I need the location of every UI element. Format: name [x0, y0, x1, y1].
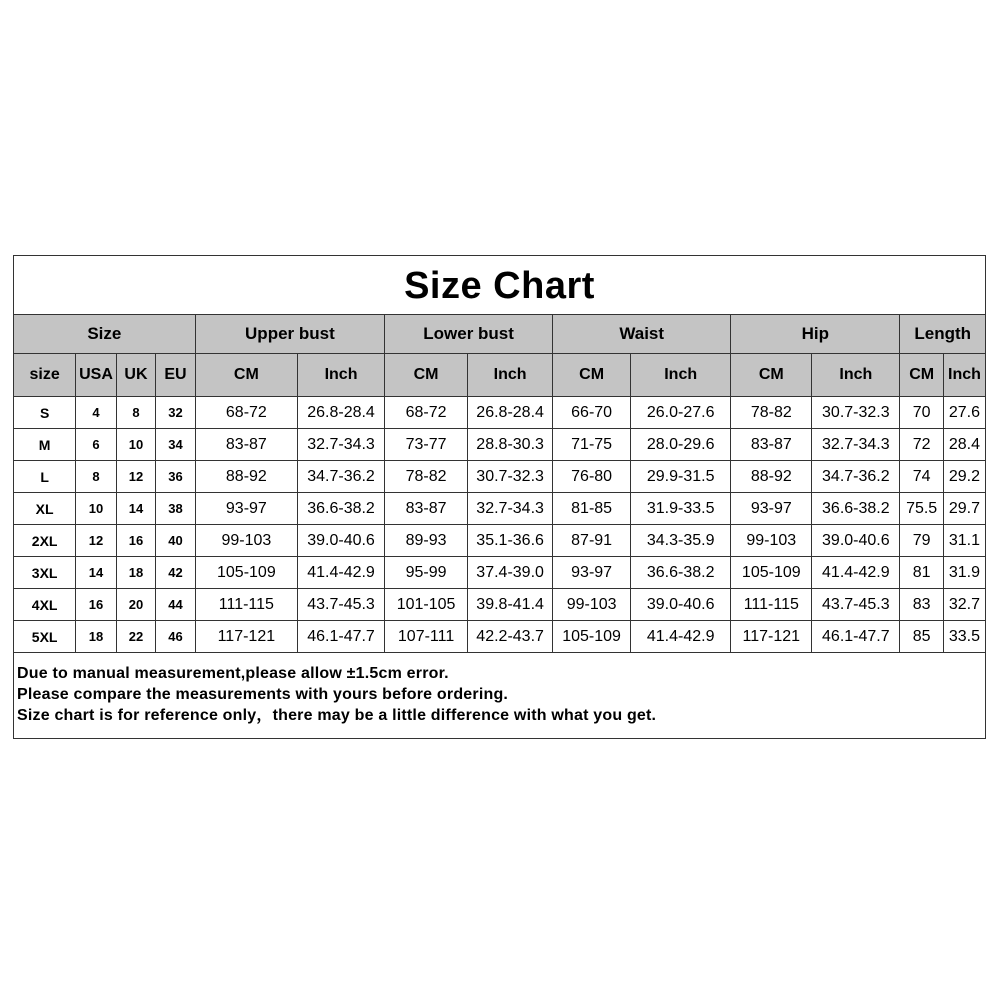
cell-waist-inch: 39.0-40.6: [631, 589, 731, 621]
cell-uk: 20: [116, 589, 155, 621]
cell-lower-bust-cm: 95-99: [385, 557, 468, 589]
cell-hip-inch: 32.7-34.3: [812, 429, 900, 461]
cell-waist-inch: 26.0-27.6: [631, 397, 731, 429]
cell-lower-bust-cm: 107-111: [385, 621, 468, 653]
cell-lower-bust-cm: 101-105: [385, 589, 468, 621]
cell-hip-inch: 34.7-36.2: [812, 461, 900, 493]
cell-lower-bust-inch: 30.7-32.3: [468, 461, 553, 493]
cell-upper-bust-cm: 117-121: [195, 621, 297, 653]
cell-hip-inch: 30.7-32.3: [812, 397, 900, 429]
cell-eu: 36: [156, 461, 196, 493]
cell-waist-cm: 81-85: [553, 493, 631, 525]
cell-waist-inch: 36.6-38.2: [631, 557, 731, 589]
cell-length-inch: 32.7: [943, 589, 985, 621]
chart-title: Size Chart: [14, 256, 985, 315]
group-header-row: [14, 315, 985, 354]
table-row: [14, 429, 985, 461]
sub-header-size: size: [14, 354, 76, 397]
cell-lower-bust-inch: 28.8-30.3: [468, 429, 553, 461]
cell-lower-bust-inch: 26.8-28.4: [468, 397, 553, 429]
sub-header-eu: EU: [156, 354, 196, 397]
cell-eu: 32: [156, 397, 196, 429]
sub-header-length-inch: Inch: [943, 354, 985, 397]
cell-hip-inch: 43.7-45.3: [812, 589, 900, 621]
cell-waist-cm: 105-109: [553, 621, 631, 653]
cell-length-inch: 31.9: [943, 557, 985, 589]
cell-eu: 44: [156, 589, 196, 621]
cell-size: M: [14, 429, 76, 461]
cell-upper-bust-inch: 34.7-36.2: [297, 461, 384, 493]
cell-upper-bust-inch: 26.8-28.4: [297, 397, 384, 429]
cell-hip-cm: 117-121: [731, 621, 812, 653]
cell-upper-bust-cm: 93-97: [195, 493, 297, 525]
cell-hip-cm: 111-115: [731, 589, 812, 621]
cell-uk: 18: [116, 557, 155, 589]
cell-waist-cm: 66-70: [553, 397, 631, 429]
cell-size: XL: [14, 493, 76, 525]
sub-header-waist-inch: Inch: [631, 354, 731, 397]
cell-uk: 14: [116, 493, 155, 525]
group-header-size: Size: [14, 315, 195, 354]
table-row: [14, 461, 985, 493]
cell-hip-cm: 83-87: [731, 429, 812, 461]
cell-hip-cm: 99-103: [731, 525, 812, 557]
cell-waist-inch: 34.3-35.9: [631, 525, 731, 557]
cell-eu: 42: [156, 557, 196, 589]
cell-length-cm: 79: [900, 525, 944, 557]
sub-header-row: [14, 354, 985, 397]
cell-upper-bust-inch: 39.0-40.6: [297, 525, 384, 557]
cell-size: L: [14, 461, 76, 493]
cell-length-cm: 81: [900, 557, 944, 589]
cell-waist-inch: 29.9-31.5: [631, 461, 731, 493]
cell-size: S: [14, 397, 76, 429]
cell-upper-bust-cm: 99-103: [195, 525, 297, 557]
cell-uk: 10: [116, 429, 155, 461]
size-chart: [13, 255, 986, 739]
sub-header-usa: USA: [76, 354, 116, 397]
sub-header-lower-bust-cm: CM: [385, 354, 468, 397]
cell-length-cm: 83: [900, 589, 944, 621]
cell-length-inch: 29.2: [943, 461, 985, 493]
cell-upper-bust-cm: 111-115: [195, 589, 297, 621]
table-row: [14, 397, 985, 429]
sub-header-upper-bust-inch: Inch: [297, 354, 384, 397]
cell-length-inch: 29.7: [943, 493, 985, 525]
cell-hip-inch: 36.6-38.2: [812, 493, 900, 525]
table-row: [14, 621, 985, 653]
cell-waist-cm: 87-91: [553, 525, 631, 557]
cell-size: 5XL: [14, 621, 76, 653]
cell-waist-cm: 71-75: [553, 429, 631, 461]
sub-header-waist-cm: CM: [553, 354, 631, 397]
cell-hip-cm: 78-82: [731, 397, 812, 429]
sub-header-hip-cm: CM: [731, 354, 812, 397]
cell-length-cm: 72: [900, 429, 944, 461]
table-row: [14, 493, 985, 525]
cell-lower-bust-cm: 78-82: [385, 461, 468, 493]
cell-hip-cm: 93-97: [731, 493, 812, 525]
cell-waist-cm: 76-80: [553, 461, 631, 493]
cell-uk: 8: [116, 397, 155, 429]
table-row: [14, 557, 985, 589]
cell-eu: 34: [156, 429, 196, 461]
cell-length-inch: 27.6: [943, 397, 985, 429]
sub-header-length-cm: CM: [900, 354, 944, 397]
note-measurement-error: Due to manual measurement,please allow ±1.5cm error.: [17, 665, 449, 682]
cell-eu: 46: [156, 621, 196, 653]
cell-upper-bust-inch: 32.7-34.3: [297, 429, 384, 461]
cell-lower-bust-inch: 32.7-34.3: [468, 493, 553, 525]
group-header-upper-bust: Upper bust: [195, 315, 384, 354]
sub-header-hip-inch: Inch: [812, 354, 900, 397]
cell-usa: 4: [76, 397, 116, 429]
cell-usa: 16: [76, 589, 116, 621]
cell-upper-bust-inch: 41.4-42.9: [297, 557, 384, 589]
cell-lower-bust-cm: 73-77: [385, 429, 468, 461]
cell-length-inch: 28.4: [943, 429, 985, 461]
cell-length-cm: 74: [900, 461, 944, 493]
cell-size: 3XL: [14, 557, 76, 589]
cell-waist-cm: 93-97: [553, 557, 631, 589]
cell-usa: 18: [76, 621, 116, 653]
cell-usa: 6: [76, 429, 116, 461]
sub-header-lower-bust-inch: Inch: [468, 354, 553, 397]
size-table: [14, 315, 985, 652]
table-body: [14, 397, 985, 653]
table-row: [14, 525, 985, 557]
cell-lower-bust-cm: 89-93: [385, 525, 468, 557]
cell-upper-bust-cm: 83-87: [195, 429, 297, 461]
cell-hip-cm: 105-109: [731, 557, 812, 589]
cell-lower-bust-cm: 68-72: [385, 397, 468, 429]
cell-hip-inch: 41.4-42.9: [812, 557, 900, 589]
cell-uk: 16: [116, 525, 155, 557]
cell-upper-bust-cm: 88-92: [195, 461, 297, 493]
cell-eu: 40: [156, 525, 196, 557]
group-header-length: Length: [900, 315, 985, 354]
cell-upper-bust-inch: 36.6-38.2: [297, 493, 384, 525]
cell-hip-inch: 39.0-40.6: [812, 525, 900, 557]
cell-length-cm: 70: [900, 397, 944, 429]
group-header-lower-bust: Lower bust: [385, 315, 553, 354]
cell-upper-bust-inch: 43.7-45.3: [297, 589, 384, 621]
cell-eu: 38: [156, 493, 196, 525]
cell-hip-cm: 88-92: [731, 461, 812, 493]
sub-header-uk: UK: [116, 354, 155, 397]
cell-length-cm: 75.5: [900, 493, 944, 525]
group-header-waist: Waist: [553, 315, 731, 354]
note-reference-only: Size chart is for reference only，there may be a little difference with what you get.: [17, 707, 657, 724]
cell-upper-bust-cm: 68-72: [195, 397, 297, 429]
cell-waist-inch: 28.0-29.6: [631, 429, 731, 461]
cell-hip-inch: 46.1-47.7: [812, 621, 900, 653]
cell-length-cm: 85: [900, 621, 944, 653]
cell-usa: 12: [76, 525, 116, 557]
cell-upper-bust-inch: 46.1-47.7: [297, 621, 384, 653]
cell-usa: 14: [76, 557, 116, 589]
note-compare-measurements: Please compare the measurements with yours before ordering.: [17, 686, 509, 703]
cell-lower-bust-inch: 35.1-36.6: [468, 525, 553, 557]
cell-uk: 22: [116, 621, 155, 653]
cell-lower-bust-inch: 42.2-43.7: [468, 621, 553, 653]
cell-lower-bust-cm: 83-87: [385, 493, 468, 525]
cell-size: 2XL: [14, 525, 76, 557]
notes: [14, 652, 985, 738]
cell-waist-inch: 41.4-42.9: [631, 621, 731, 653]
cell-upper-bust-cm: 105-109: [195, 557, 297, 589]
group-header-hip: Hip: [731, 315, 900, 354]
cell-lower-bust-inch: 39.8-41.4: [468, 589, 553, 621]
cell-length-inch: 31.1: [943, 525, 985, 557]
cell-size: 4XL: [14, 589, 76, 621]
cell-lower-bust-inch: 37.4-39.0: [468, 557, 553, 589]
cell-waist-inch: 31.9-33.5: [631, 493, 731, 525]
cell-waist-cm: 99-103: [553, 589, 631, 621]
cell-uk: 12: [116, 461, 155, 493]
cell-length-inch: 33.5: [943, 621, 985, 653]
table-row: [14, 589, 985, 621]
sub-header-upper-bust-cm: CM: [195, 354, 297, 397]
cell-usa: 10: [76, 493, 116, 525]
cell-usa: 8: [76, 461, 116, 493]
